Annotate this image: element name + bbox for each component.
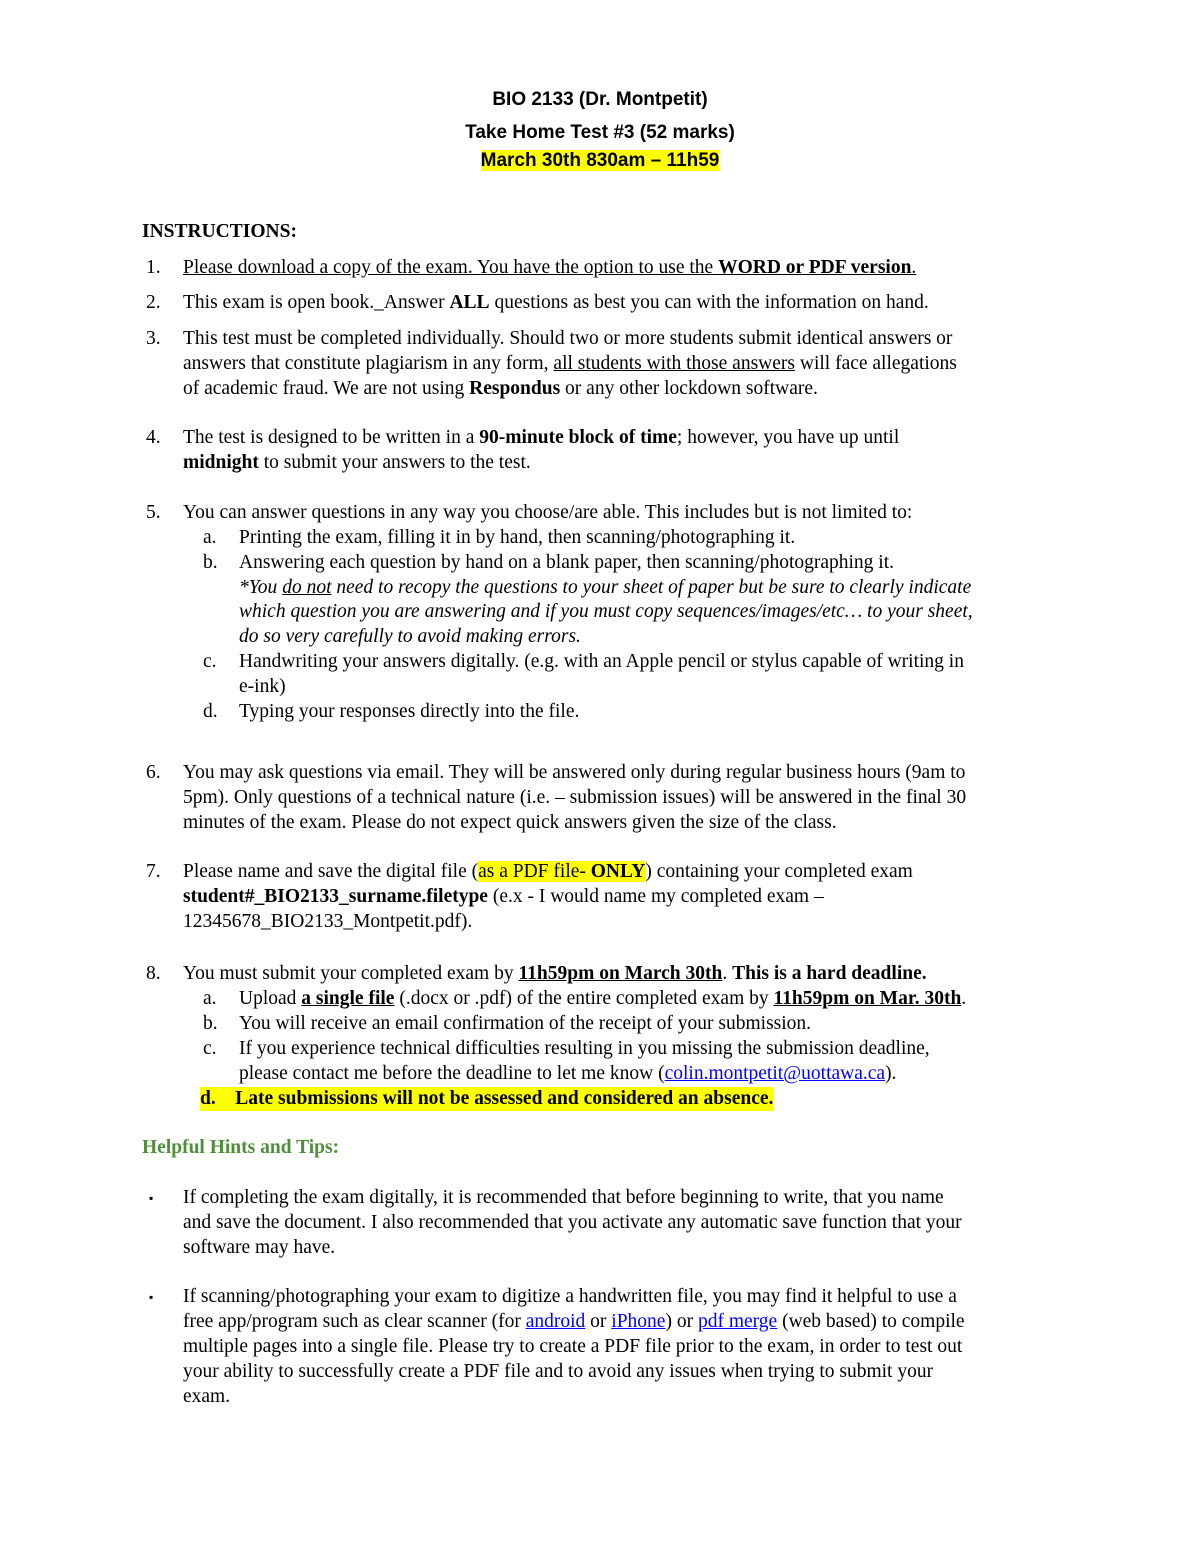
item-number: 6. bbox=[146, 762, 161, 783]
item-number: 3. bbox=[146, 328, 161, 349]
hint-1-line-1: If completing the exam digitally, it is recommended that before beginning to write, that you name bbox=[183, 1187, 944, 1208]
iphone-link[interactable]: iPhone bbox=[611, 1311, 666, 1332]
test-date bbox=[0, 149, 1200, 173]
hint-2-line-5: exam. bbox=[183, 1386, 231, 1407]
hint-2-line-4: your ability to successfully create a PDF file and to avoid any issues when trying to submit your bbox=[183, 1361, 934, 1382]
instruction-7-line-3: 12345678_BIO2133_Montpetit.pdf). bbox=[183, 911, 473, 932]
instruction-2-text: This exam is open book._Answer ALL questions as best you can with the information on hand. bbox=[183, 292, 929, 313]
sub-label: a. bbox=[203, 988, 217, 1009]
instruction-4-line-2: midnight to submit your answers to the test. bbox=[183, 452, 531, 473]
course-title: BIO 2133 (Dr. Montpetit) bbox=[492, 89, 708, 110]
item-number: 5. bbox=[146, 502, 161, 523]
hint-1-line-3: software may have. bbox=[183, 1237, 336, 1258]
instruction-8b-text: You will receive an email confirmation of the receipt of your submission. bbox=[239, 1013, 812, 1034]
hints-heading: Helpful Hints and Tips: bbox=[142, 1137, 340, 1158]
instruction-5-text: You can answer questions in any way you choose/are able. This includes but is not limited to: bbox=[183, 502, 913, 523]
instruction-7-line-1: Please name and save the digital file (as a PDF file- ONLY) containing your completed exam bbox=[183, 861, 913, 882]
instruction-3-line-1: This test must be completed individually. Should two or more students submit identical answers or bbox=[183, 328, 953, 349]
sub-label: b. bbox=[203, 1013, 218, 1034]
instruction-8c-line-1: If you experience technical difficulties resulting in you missing the submission deadline, bbox=[239, 1038, 930, 1059]
instruction-6-line-2: 5pm). Only questions of a technical nature (i.e. – submission issues) will be answered in the final 30 bbox=[183, 787, 967, 808]
instruction-5b-text: Answering each question by hand on a blank paper, then scanning/photographing it. bbox=[239, 552, 895, 573]
item-number: 1. bbox=[146, 257, 161, 278]
hint-2-line-2: free app/program such as clear scanner (for android or iPhone) or pdf merge (web based) to compile bbox=[183, 1311, 965, 1332]
pdf-only-highlight: as a PDF file- ONLY bbox=[478, 861, 646, 882]
instruction-7-line-2: student#_BIO2133_surname.filetype (e.x - I would name my completed exam – bbox=[183, 886, 824, 907]
instruction-6-line-1: You may ask questions via email. They will be answered only during regular business hours (9am to bbox=[183, 762, 966, 783]
instruction-5b-note-2: which question you are answering and if you must copy sequences/images/etc… to your sheet, bbox=[239, 601, 973, 622]
instructions-heading: INSTRUCTIONS: bbox=[142, 221, 297, 242]
test-title: Take Home Test #3 (52 marks) bbox=[465, 122, 735, 143]
sub-label: c. bbox=[203, 1038, 217, 1059]
instruction-5c-line-2: e-ink) bbox=[239, 676, 286, 697]
instruction-4-line-1: The test is designed to be written in a 90-minute block of time; however, you have up until bbox=[183, 427, 900, 448]
item-number: 8. bbox=[146, 963, 161, 984]
sub-label: b. bbox=[203, 552, 218, 573]
date-highlight: March 30th 830am – 11h59 bbox=[480, 150, 720, 171]
bullet-icon: ▪ bbox=[149, 1191, 154, 1205]
instruction-5a-text: Printing the exam, filling it in by hand, then scanning/photographing it. bbox=[239, 527, 796, 548]
instruction-3-line-2: answers that constitute plagiarism in any form, all students with those answers will face allegations bbox=[183, 353, 957, 374]
pdf-merge-link[interactable]: pdf merge bbox=[697, 1311, 778, 1332]
sub-label: c. bbox=[203, 651, 217, 672]
item-number: 7. bbox=[146, 861, 161, 882]
instruction-5c-line-1: Handwriting your answers digitally. (e.g. with an Apple pencil or stylus capable of writing in bbox=[239, 651, 964, 672]
instruction-1-text: Please download a copy of the exam. You have the option to use the WORD or PDF version. bbox=[183, 257, 917, 278]
instruction-6-line-3: minutes of the exam. Please do not expect quick answers given the size of the class. bbox=[183, 812, 837, 833]
hint-2-line-3: multiple pages into a single file. Please try to create a PDF file prior to the exam, in order to test out bbox=[183, 1336, 963, 1357]
instruction-8a-text: Upload a single file (.docx or .pdf) of the entire completed exam by 11h59pm on Mar. 30th. bbox=[239, 988, 967, 1009]
sub-label: a. bbox=[203, 527, 217, 548]
instruction-8c-line-2: please contact me before the deadline to let me know (colin.montpetit@uottawa.ca). bbox=[239, 1063, 897, 1084]
instruction-5b-note-1: *You do not need to recopy the questions to your sheet of paper but be sure to clearly indicate bbox=[239, 577, 972, 598]
hint-2-line-1: If scanning/photographing your exam to digitize a handwritten file, you may find it helpful to use a bbox=[183, 1286, 957, 1307]
email-link[interactable]: colin.montpetit@uottawa.ca bbox=[664, 1063, 886, 1084]
instruction-5d-text: Typing your responses directly into the file. bbox=[239, 701, 580, 722]
hint-1-line-2: and save the document. I also recommended that you activate any automatic save function that your bbox=[183, 1212, 962, 1233]
instruction-3-line-3: of academic fraud. We are not using Respondus or any other lockdown software. bbox=[183, 378, 818, 399]
late-submission-warning: d. Late submissions will not be assessed and considered an absence. bbox=[200, 1088, 774, 1109]
sub-label: d. bbox=[203, 701, 218, 722]
instruction-5b-note-3: do so very carefully to avoid making errors. bbox=[239, 626, 581, 647]
android-link[interactable]: android bbox=[525, 1311, 586, 1332]
item-number: 2. bbox=[146, 292, 161, 313]
item-number: 4. bbox=[146, 427, 161, 448]
bullet-icon: ▪ bbox=[149, 1290, 154, 1304]
instruction-8-text: You must submit your completed exam by 11h59pm on March 30th. This is a hard deadline. bbox=[183, 963, 927, 984]
